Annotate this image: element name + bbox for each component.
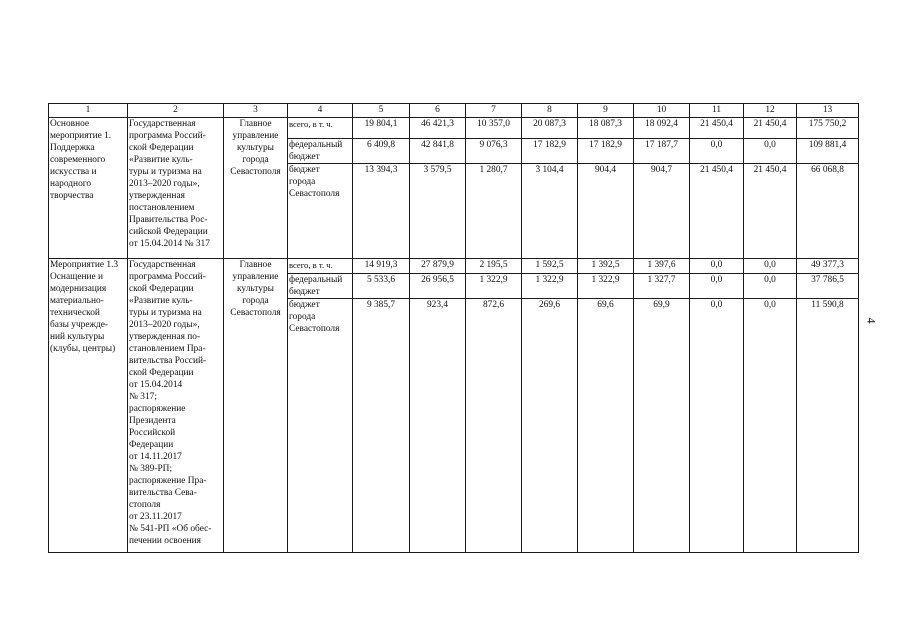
program-text: Государственная программа Россий- ской Федерации «Развитие куль- туры и туризма на 2013–2020 годы», утвержденная по- становлением Пра- вительства Россий- ской Федерации от 15.04.2014 № 317; распоряжение Президента Российской Федерации от 14.11.2017 № 389-РП; распоряжение Пра- вительства Сева- стополя от 23.11.2017 № 541-РП «Об обес- печении освоения (129, 260, 212, 546)
source-cell (288, 259, 353, 274)
program-text: Государственная программа Россий- ской Федерации «Развитие куль- туры и туризма на 2013–2020 годы», утвержденная постановлением Правительства Рос- сийской Федерации от 15.04.2014 № 317 (129, 119, 210, 249)
column-header: 9 (578, 104, 634, 118)
value-cell: 26 956,5 (410, 274, 466, 299)
column-header: 7 (466, 104, 522, 118)
value-cell: 1 397,6 (634, 259, 690, 274)
budget-table (48, 103, 859, 553)
column-header: 3 (224, 104, 288, 118)
value-cell: 0,0 (690, 139, 744, 164)
value-cell: 46 421,3 (410, 118, 466, 139)
value-cell: 2 195,5 (466, 259, 522, 274)
value-cell: 269,6 (522, 299, 578, 553)
column-header: 13 (797, 104, 859, 118)
value-cell: 10 357,0 (466, 118, 522, 139)
source-text: всего, в т. ч. (289, 260, 333, 270)
value-cell: 904,7 (634, 164, 690, 259)
value-cell: 1 322,9 (466, 274, 522, 299)
value-cell: 18 087,3 (578, 118, 634, 139)
value-cell: 3 104,4 (522, 164, 578, 259)
column-header: 2 (128, 104, 224, 118)
source-cell (288, 164, 353, 259)
value-cell: 19 804,1 (353, 118, 410, 139)
value-cell: 1 280,7 (466, 164, 522, 259)
value-cell: 3 579,5 (410, 164, 466, 259)
value-cell: 21 450,4 (690, 164, 744, 259)
source-text: бюджет города Севастополя (289, 300, 340, 334)
column-header: 11 (690, 104, 744, 118)
value-cell: 9 076,3 (466, 139, 522, 164)
source-text: всего, в т. ч. (289, 119, 333, 129)
value-cell: 69,6 (578, 299, 634, 553)
source-text: федеральный бюджет (289, 275, 343, 297)
value-cell: 1 592,5 (522, 259, 578, 274)
source-text: федеральный бюджет (289, 140, 343, 162)
column-header: 6 (410, 104, 466, 118)
value-cell: 872,6 (466, 299, 522, 553)
value-cell: 27 879,9 (410, 259, 466, 274)
value-cell: 0,0 (690, 274, 744, 299)
value-cell: 18 092,4 (634, 118, 690, 139)
value-cell: 0,0 (744, 139, 797, 164)
activity-text: Мероприятие 1.3 Оснащение и модернизация материально- технической базы учрежде- ний культуры (клубы, центры) (50, 260, 119, 354)
value-cell: 21 450,4 (744, 118, 797, 139)
value-cell: 14 919,3 (353, 259, 410, 274)
value-cell: 21 450,4 (690, 118, 744, 139)
value-cell: 5 533,6 (353, 274, 410, 299)
value-cell: 21 450,4 (744, 164, 797, 259)
value-cell: 17 182,9 (522, 139, 578, 164)
source-text: бюджет города Севастополя (289, 165, 340, 199)
value-cell: 1 322,9 (578, 274, 634, 299)
value-cell: 17 182,9 (578, 139, 634, 164)
value-cell: 109 881,4 (797, 139, 859, 164)
activity-text: Основное мероприятие 1. Поддержка современного искусства и народного творчества (50, 119, 112, 201)
value-cell: 20 087,3 (522, 118, 578, 139)
table-row (49, 259, 859, 274)
value-cell: 0,0 (690, 299, 744, 553)
value-cell: 42 841,8 (410, 139, 466, 164)
executor-cell (224, 118, 288, 259)
source-cell (288, 118, 353, 139)
value-cell: 0,0 (744, 299, 797, 553)
value-cell: 9 385,7 (353, 299, 410, 553)
column-header: 5 (353, 104, 410, 118)
value-cell: 69,9 (634, 299, 690, 553)
value-cell: 0,0 (744, 259, 797, 274)
column-header: 4 (288, 104, 353, 118)
column-header: 12 (744, 104, 797, 118)
table-row (49, 118, 859, 139)
column-header: 1 (49, 104, 128, 118)
column-header: 8 (522, 104, 578, 118)
column-number-row (49, 104, 859, 118)
value-cell: 923,4 (410, 299, 466, 553)
activity-cell (49, 118, 128, 259)
column-header: 10 (634, 104, 690, 118)
value-cell: 904,4 (578, 164, 634, 259)
page-number: 4 (864, 317, 879, 324)
value-cell: 66 068,8 (797, 164, 859, 259)
value-cell: 0,0 (744, 274, 797, 299)
executor-cell (224, 259, 288, 553)
value-cell: 37 786,5 (797, 274, 859, 299)
program-cell (128, 118, 224, 259)
source-cell (288, 299, 353, 553)
value-cell: 17 187,7 (634, 139, 690, 164)
value-cell: 1 322,9 (522, 274, 578, 299)
executor-text: Главное управление культуры города Севастополя (230, 260, 281, 318)
value-cell: 11 590,8 (797, 299, 859, 553)
value-cell: 6 409,8 (353, 139, 410, 164)
program-cell (128, 259, 224, 553)
value-cell: 13 394,3 (353, 164, 410, 259)
value-cell: 1 392,5 (578, 259, 634, 274)
value-cell: 175 750,2 (797, 118, 859, 139)
value-cell: 49 377,3 (797, 259, 859, 274)
source-cell (288, 139, 353, 164)
value-cell: 1 327,7 (634, 274, 690, 299)
source-cell (288, 274, 353, 299)
executor-text: Главное управление культуры города Севастополя (230, 119, 281, 177)
activity-cell (49, 259, 128, 553)
value-cell: 0,0 (690, 259, 744, 274)
